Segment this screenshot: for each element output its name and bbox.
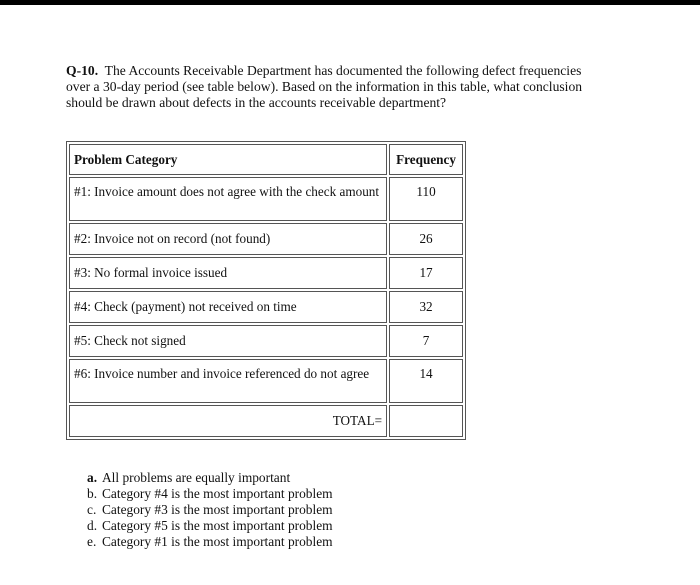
total-value <box>389 405 463 437</box>
option-e-text: Category #1 is the most important problem <box>102 534 333 549</box>
option-e[interactable] <box>87 534 333 550</box>
defect-frequency-table <box>66 141 466 440</box>
total-label: TOTAL= <box>69 405 387 437</box>
option-c-text: Category #3 is the most important problem <box>102 502 333 517</box>
option-a[interactable] <box>87 470 333 486</box>
row-4-category: #4: Check (payment) not received on time <box>69 291 387 323</box>
option-a-text: All problems are equally important <box>102 470 291 485</box>
option-c-letter: c. <box>87 502 97 517</box>
row-5-frequency: 7 <box>389 325 463 357</box>
row-2-frequency: 26 <box>389 223 463 255</box>
option-b-text: Category #4 is the most important problem <box>102 486 333 501</box>
question-line-2: over a 30-day period (see table below). Based on the information in this table, what conclusion <box>66 79 583 94</box>
table-row <box>69 291 463 323</box>
row-6-frequency: 14 <box>389 359 463 403</box>
option-d-letter: d. <box>87 518 98 533</box>
header-problem-category: Problem Category <box>69 144 387 175</box>
option-a-letter: a. <box>87 470 98 485</box>
option-b-letter: b. <box>87 486 98 501</box>
table-total-row <box>69 405 463 437</box>
header-frequency: Frequency <box>389 144 463 175</box>
table-row <box>69 177 463 221</box>
option-d[interactable] <box>87 518 333 534</box>
question-number: Q-10. <box>66 63 99 78</box>
top-border <box>0 0 700 5</box>
table-row <box>69 257 463 289</box>
option-e-letter: e. <box>87 534 97 549</box>
question-line-3: should be drawn about defects in the accounts receivable department? <box>66 95 447 110</box>
question-text <box>66 63 626 111</box>
option-c[interactable] <box>87 502 333 518</box>
option-d-text: Category #5 is the most important problem <box>102 518 333 533</box>
question-line-1 <box>66 63 626 79</box>
row-3-frequency: 17 <box>389 257 463 289</box>
row-1-category: #1: Invoice amount does not agree with the check amount <box>69 177 387 221</box>
table-header-row <box>69 144 463 175</box>
table-row <box>69 223 463 255</box>
table-row <box>69 359 463 403</box>
row-6-category: #6: Invoice number and invoice referenced do not agree <box>69 359 387 403</box>
table-row <box>69 325 463 357</box>
option-b[interactable] <box>87 486 333 502</box>
row-4-frequency: 32 <box>389 291 463 323</box>
row-5-category: #5: Check not signed <box>69 325 387 357</box>
question-line-1-text: The Accounts Receivable Department has documented the following defect frequencies <box>104 63 582 78</box>
row-3-category: #3: No formal invoice issued <box>69 257 387 289</box>
row-2-category: #2: Invoice not on record (not found) <box>69 223 387 255</box>
row-1-frequency: 110 <box>389 177 463 221</box>
answer-options <box>87 470 333 550</box>
